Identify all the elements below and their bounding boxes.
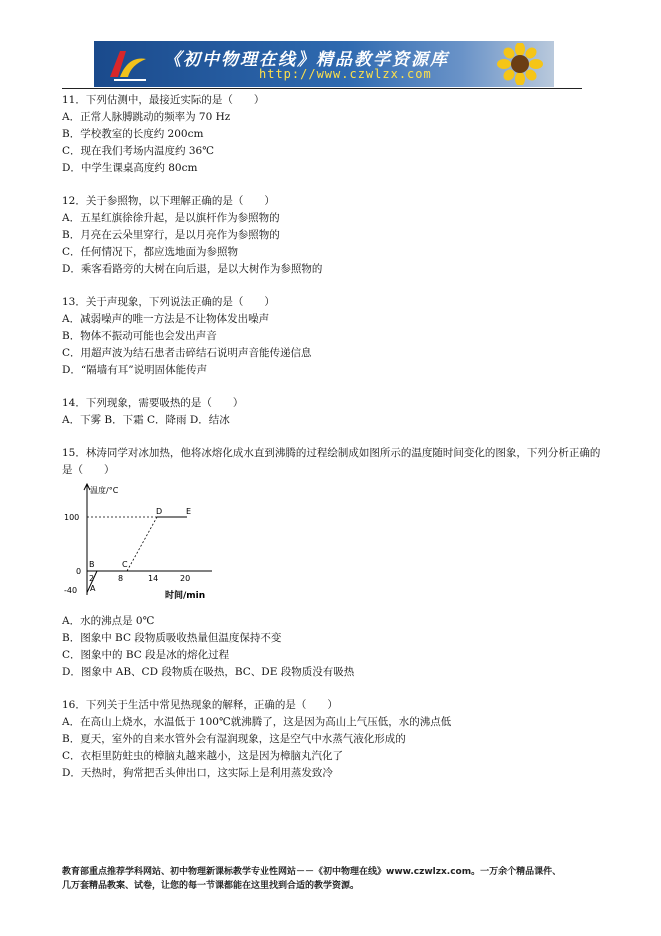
option-b: B．学校教室的长度约 200cm [62,128,204,140]
x-tick-2: 2 [89,574,95,583]
option-a: A．五星红旗徐徐升起，是以旗杆作为参照物的 [62,212,280,224]
question-stem: 14．下列现象，需要吸热的是（ ） [62,397,244,409]
question-stem: 16．下列关于生活中常见热现象的解释，正确的是（ ） [62,699,338,711]
option-d: D．“隔墙有耳”说明固体能传声 [62,364,208,376]
question-stem: 15．林涛同学对冰加热，他将冰熔化成水直到沸腾的过程绘制成如图所示的温度随时间变化的图象，下列分析正确的是（ ） [62,447,601,476]
question-12 [62,193,602,278]
question-15 [62,445,602,681]
question-13 [62,294,602,379]
question-14 [62,395,602,429]
footer-line-2: 几万套精品教案、试卷，让您的每一节课都能在这里找到合适的教学资源。 [62,881,360,891]
x-tick-8: 8 [118,574,124,583]
option-c: C．衣柜里防蛀虫的樟脑丸越来越小，这是因为樟脑丸汽化了 [62,750,344,762]
y-axis-label: 温度/°C [90,486,119,495]
option-b: B．图象中 BC 段物质吸收热量但温度保持不变 [62,632,282,644]
question-stem: 13．关于声现象，下列说法正确的是（ ） [62,296,275,308]
option-c: C．图象中的 BC 段是冰的熔化过程 [62,649,230,661]
y-tick-0: 0 [76,567,82,576]
option-a: A．水的沸点是 0℃ [62,615,155,627]
question-stem: 11．下列估测中，最接近实际的是（ ） [62,94,265,106]
option-d: D．乘客看路旁的大树在向后退，是以大树作为参照物的 [62,263,323,275]
question-16 [62,697,602,782]
option-c: C．用超声波为结石患者击碎结石说明声音能传递信息 [62,347,312,359]
x-tick-20: 20 [180,574,191,583]
point-label-d: D [156,507,163,516]
point-label-e: E [186,507,192,516]
option-b: B．物体不振动可能也会发出声音 [62,330,217,342]
site-logo-icon [106,47,150,83]
temperature-time-graph [62,483,212,601]
y-tick-100: 100 [64,513,80,522]
header-banner [94,41,554,87]
option-c: C．现在我们考场内温度约 36℃ [62,145,214,157]
option-d: D．图象中 AB、CD 段物质在吸热，BC、DE 段物质没有吸热 [62,666,355,678]
footer-line-1: 教育部重点推荐学科网站、初中物理新课标教学专业性网站－－《初中物理在线》www.czwlzx.com。一万余个精品课件、 [62,867,562,877]
option-d: D．天热时，狗常把舌头伸出口，这实际上是利用蒸发致冷 [62,767,333,779]
option-a: A．正常人脉膊跳动的频率为 70 Hz [62,111,231,123]
option-b: B．夏天，室外的自来水管外会有湿润现象，这是空气中水蒸气液化形成的 [62,733,406,745]
banner-title: 《初中物理在线》精品教学资源库 [164,50,449,70]
option-a: A．在高山上烧水，水温低于 100℃就沸腾了，这是因为高山上气压低，水的沸点低 [62,716,452,728]
x-axis-label: 时间/min [165,591,206,601]
header-rule [62,88,582,89]
sunflower-icon [494,43,546,85]
x-tick-14: 14 [148,574,159,583]
option-c: C．任何情况下，都应选地面为参照物 [62,246,239,258]
banner-url: http://www.czwlzx.com [259,67,432,81]
question-stem: 12．关于参照物，以下理解正确的是（ ） [62,195,275,207]
option-a: A．减弱噪声的唯一方法是不让物体发出噪声 [62,313,270,325]
question-list [62,92,602,798]
segment-cd [127,517,157,571]
option-b: B．月亮在云朵里穿行，是以月亮作为参照物的 [62,229,280,241]
options-inline: A．下雾 B．下霜 C．降雨 D．结冰 [62,414,230,426]
point-label-b: B [89,560,95,569]
point-label-c: C [122,560,128,569]
y-tick-minus40: -40 [64,586,78,595]
question-11 [62,92,602,177]
page-footer [62,865,602,893]
point-label-a: A [90,584,96,593]
option-d: D．中学生课桌高度约 80cm [62,162,198,174]
